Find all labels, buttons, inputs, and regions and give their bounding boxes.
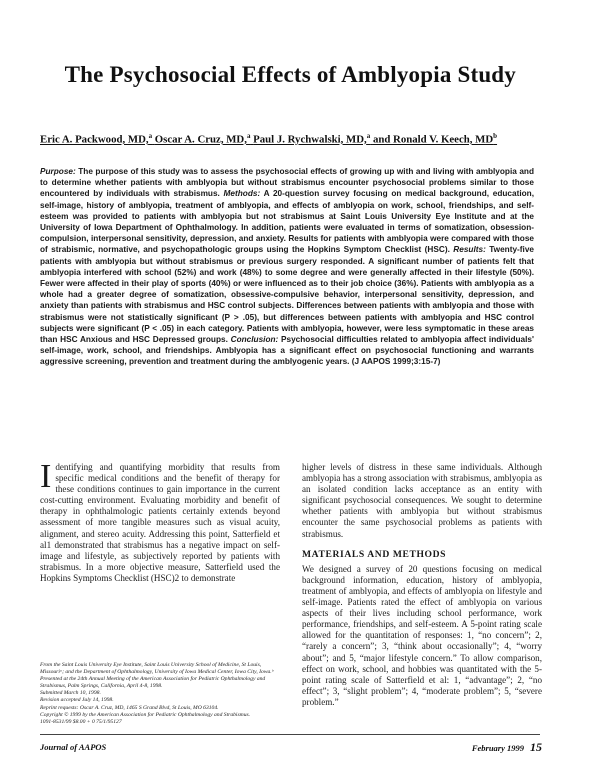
body-column-left xyxy=(40,458,280,584)
footer-rule xyxy=(40,734,540,735)
abstract-purpose-label: Purpose: xyxy=(40,167,76,176)
author-name[interactable]: Paul J. Rychwalski, MD, xyxy=(253,133,367,146)
author-name[interactable]: Oscar A. Cruz, MD, xyxy=(154,133,247,146)
abstract xyxy=(40,166,534,368)
intro-paragraph: dentifying and quantifying morbidity that results from specific medical conditions and the benefit of therapy for these conditions continues to gain importance in the current cost-cutting environment. Evaluating morbidity and benefit of therapy in ophthalmologic patients certainly extends beyond assessment of more tangible measures such as visual acuity, alignment, and stereo acuity. Addressing this point, Satterfield et al1 demonstrated that strabismus has a negative impact on self-image and lifestyle, as subjectively reported by patients with strabismus. In a more objective measure, Satterfield used the Hopkins Symptoms Checklist (HSC)2 to demonstrate xyxy=(40,462,280,583)
footnote-submitted: Submitted March 10, 1998. xyxy=(40,690,101,697)
abstract-conclusion-label: Conclusion: xyxy=(230,335,279,345)
abstract-purpose-text: The purpose of this study was to assess the psychosocial effects of growing up with and living with amblyopia and to determine whether patients with amblyopia but without strabismus encounter psychosocial problems similar to those encountered by individuals with strabismus. xyxy=(40,167,534,199)
methods-paragraph: We designed a survey of 20 questions focusing on medical background information, education, history of amblyopia, treatment of amblyopia, and effects of amblyopia on lifestyle and self-image. Patients rated the effect of amblyopia on various aspects of their lives including school performance, work performance, friendships, and self-esteem. A 5-point rating scale allowed for the quantitation of responses: 1, “no concern”; 2, “rarely a concern”; 3, “think about occasionally”; 4, “worry about”; and 5, “major lifestyle concern.” To allow comparison, effect on work, school, and hobbies was quantitated with the 5-point rating scale of Satterfield et al: 1, “advantage”; 2, “no effect”; 3, “slight problem”; 4, “moderate problem”; 5, “severe problem.” xyxy=(302,563,542,707)
abstract-results-label: Results: xyxy=(453,245,486,255)
footnote-revision: Revision accepted July 14, 1998. xyxy=(40,697,114,704)
footnote-reprint: Reprint requests: Oscar A. Cruz, MD, 1465 S Grand Blvd, St Louis, MO 63104. xyxy=(40,704,219,711)
intro-paragraph-continued: higher levels of distress in these same individuals. Although amblyopia has a strong association with strabismus, amblyopia as an isolated condition lacks acceptance as an entity with significant psychosocial consequences. We sought to determine whether patients with amblyopia but without strabismus encounter the same psychosocial problems as patients with strabismus. xyxy=(302,462,542,539)
author-name[interactable]: Eric A. Packwood, MD, xyxy=(40,133,149,146)
footnote-copyright: Copyright © 1999 by the American Association for Pediatric Ophthalmology and Strabismus. xyxy=(40,711,251,718)
footer-date: February 1999 xyxy=(471,743,524,753)
abstract-methods-text: A 20-question survey focusing on medical background, education, self-image, history of amblyopia, treatment of amblyopia, and effects of amblyopia on work, school, friendships, and self-esteem was provided to patients with amblyopia but not strabismus at Saint Louis University Eye Institute and at the University of Iowa Department of Ophthalmology. In addition, patients were evaluated in terms of somatization, obsession-compulsion, interpersonal sensitivity, depression, and anxiety. Results for patients with amblyopia were compared with those of strabismic, normative, and psychopathologic groups using the Hopkins Symptom Checklist (HSC). xyxy=(40,189,534,255)
body-column-right xyxy=(302,462,542,708)
abstract-conclusion-text: Psychosocial difficulties related to amblyopia affect individuals' self-image, work, school, and friendships. Amblyopia has a significant effect on psychosocial functioning and warrants aggressive screening, prevention and treatment during the amblyogenic years. (J AAPOS 1999;3:15-7) xyxy=(40,335,534,367)
affiliation-mark: a xyxy=(246,132,251,140)
footer-journal: Journal of AAPOS xyxy=(40,742,107,752)
footnote-presented: Presented at the 24th Annual Meeting of the American Association for Pediatric Ophthalmology and Strabismus, Palm Springs, California, April 4-8, 1998. xyxy=(40,676,266,690)
affiliation-mark: b xyxy=(493,132,498,140)
footnote-code: 1091-8531/99 $8.00 + 0 75/1/95127 xyxy=(40,718,122,725)
footnote-affiliation: From the Saint Louis University Eye Institute, Saint Louis University School of Medicine, St Louis, Missouriᵃ; and the Department of Ophthalmology, University of Iowa Medical Center, Iowa City, Iowa.ᵇ xyxy=(40,662,274,676)
author-name[interactable]: and Ronald V. Keech, MD xyxy=(372,133,494,146)
footer-date-page xyxy=(472,740,542,755)
abstract-methods-label: Methods: xyxy=(223,189,261,199)
section-heading-methods: MATERIALS AND METHODS xyxy=(302,548,447,560)
footnotes xyxy=(40,662,280,726)
page-number: 15 xyxy=(530,740,542,754)
abstract-results-text: Twenty-five patients with amblyopia but without strabismus or previous surgery responded. A significant number of patients felt that amblyopia interfered with school (52%) and work (48%) to some degree and were generally affected in their lifestyle (50%). Fewer were affected in their play of sports (40%) or were influenced as to their job choice (36%). Patients with amblyopia as a whole had a greater degree of somatization, obsessive-compulsive behavior, interpersonal sensitivity, depression, and anxiety than patients with strabismus and HSC control subjects. Differences between patients with amblyopia and those with strabismus were not statistically significant (P > .05), but differences between patients with amblyopia and HSC control subjects were significant (P < .05) in each category. Patients with amblyopia, however, were less symptomatic in these areas than HSC Anxious and HSC Depressed groups. xyxy=(40,245,535,345)
affiliation-mark: a xyxy=(366,132,371,140)
article-title: The Psychosocial Effects of Amblyopia Study xyxy=(64,62,516,87)
author-line xyxy=(40,132,530,146)
drop-cap: I xyxy=(40,458,52,495)
affiliation-mark: a xyxy=(148,132,153,140)
